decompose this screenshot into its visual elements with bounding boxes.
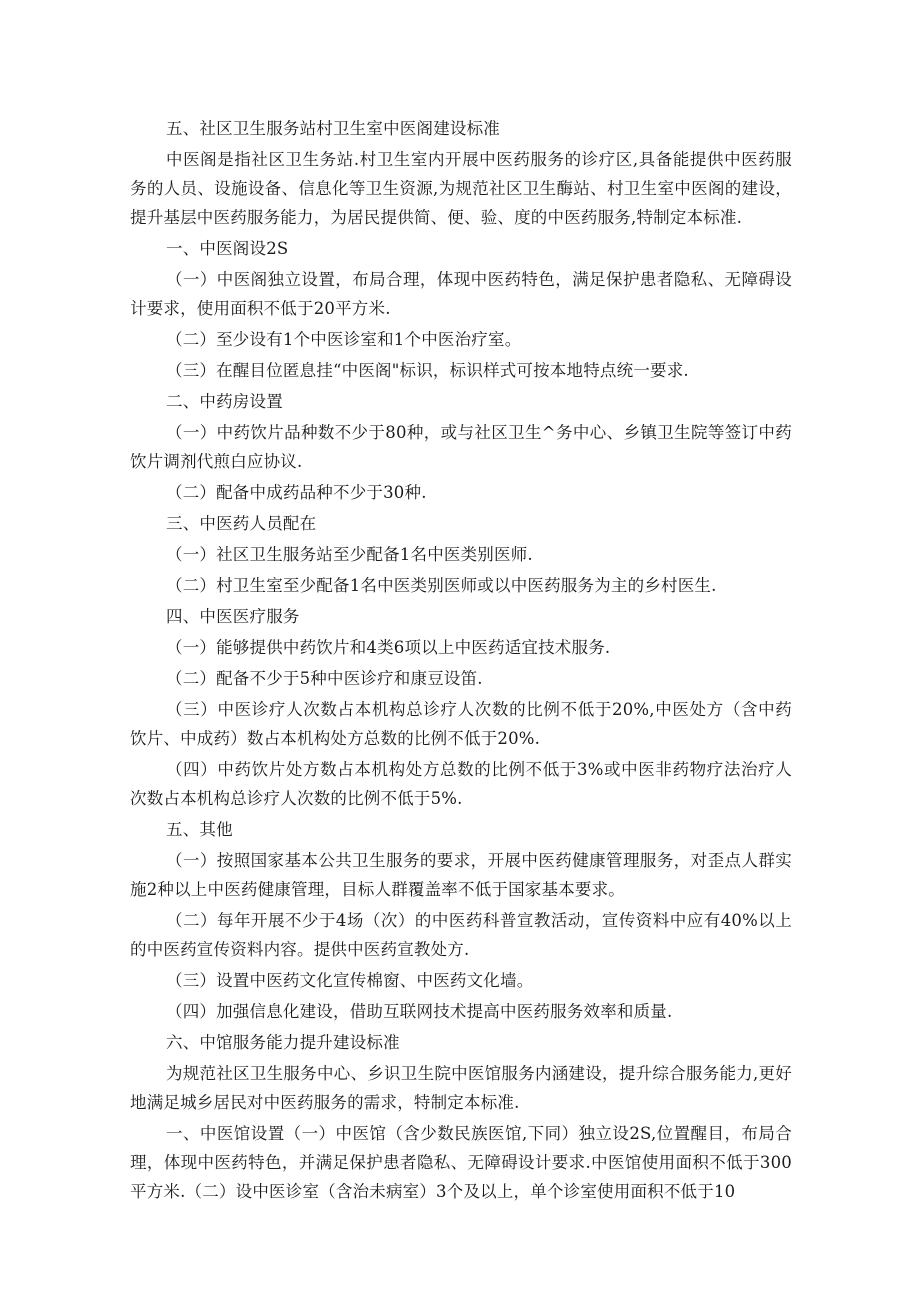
paragraph: （一）中药饮片品种数不少于80种，或与社区卫生^务中心、乡镇卫生院等签订中药饮片调剂代煎白应协议.	[130, 423, 792, 471]
paragraph: （一）社区卫生服务站至少配备1名中医类别医师.	[166, 545, 533, 564]
heading-3: 三、中医药人员配在	[166, 514, 317, 533]
paragraph: （四）中药饮片处方数占本机构处方总数的比例不低于3%或中医非药物疗法治疗人次数占本机构总诊疗人次数的比例不低于5%.	[130, 760, 792, 808]
heading-1: 一、中医阁设2S	[166, 239, 289, 258]
intro-paragraph: 中医阁是指社区卫生务站.村卫生室内开展中医药服务的诊疗区,具备能提供中医药服务的人员、设施设备、信息化等卫生资源,为规范社区卫生酶站、村卫生室中医阁的建设，提升基层中医药服务能力，为居民提供简、便、验、度的中医药服务,特制定本标准.	[130, 150, 792, 227]
paragraph: （二）至少设有1个中医诊室和1个中医治疗室。	[166, 330, 522, 349]
paragraph: （三）设置中医药文化宣传棉窗、中医药文化墙。	[166, 971, 534, 990]
paragraph: （二）村卫生室至少配备1名中医类别医师或以中医药服务为主的乡村医生.	[166, 576, 717, 595]
section-title: 五、社区卫生服务站村卫生室中医阁建设标准	[166, 119, 500, 138]
paragraph: （二）每年开展不少于4场（次）的中医药科普宣教活动，宣传资料中应有40%以上的中医药宣传资料内容。提供中医药宣教处方.	[130, 911, 792, 959]
document-body	[130, 114, 792, 1208]
paragraph: （一）能够提供中药饮片和4类6项以上中医药适宜技术服务.	[166, 638, 611, 657]
paragraph: （三）在醒目位匿息挂“中医阁"标识，标识样式可按本地特点统一要求.	[166, 361, 689, 380]
heading-2: 二、中药房设置	[166, 392, 283, 411]
paragraph: （二）配备不少于5种中医诊疗和康豆设笛.	[166, 669, 483, 688]
heading-4: 四、中医医疗服务	[166, 607, 300, 626]
paragraph: （一）中医阁独立设置，布局合理，体现中医药特色，满足保护患者隐私、无障碍设计要求，使用面积不低于20平方米.	[130, 270, 792, 318]
section-6-title: 六、中馆服务能力提升建设标准	[166, 1033, 400, 1052]
section-6-intro: 为规范社区卫生服务中心、乡识卫生院中医馆服务内涵建设，提升综合服务能力,更好地满足城乡居民对中医药服务的需求，特制定本标准.	[130, 1064, 792, 1112]
section-6-paragraph: 一、中医馆设置（一）中医馆（含少数民族医馆,下同）独立设2S,位置醒目，布局合理，体现中医药特色，并满足保护患者隐私、无障碍设计要求.中医馆使用面积不低于300平方米.（二）设中医诊室（含治未病室）3个及以上，单个诊室使用面积不低于10	[130, 1124, 792, 1201]
paragraph: （四）加强信息化建设，借助互联网技术提高中医药服务效率和质量.	[166, 1002, 673, 1021]
paragraph: （二）配备中成药品种不少于30种.	[166, 483, 427, 502]
heading-5: 五、其他	[166, 820, 233, 839]
paragraph: （一）按照国家基本公共卫生服务的要求，开展中医药健康管理服务，对歪点人群实施2种以上中医药健康管理，目标人群覆盖率不低于国家基本要求。	[130, 851, 792, 899]
paragraph: （三）中医诊疗人次数占本机构总诊疗人次数的比例不低于20%,中医处方（含中药饮片、中成药）数占本机构处方总数的比例不低于20%.	[130, 700, 792, 748]
